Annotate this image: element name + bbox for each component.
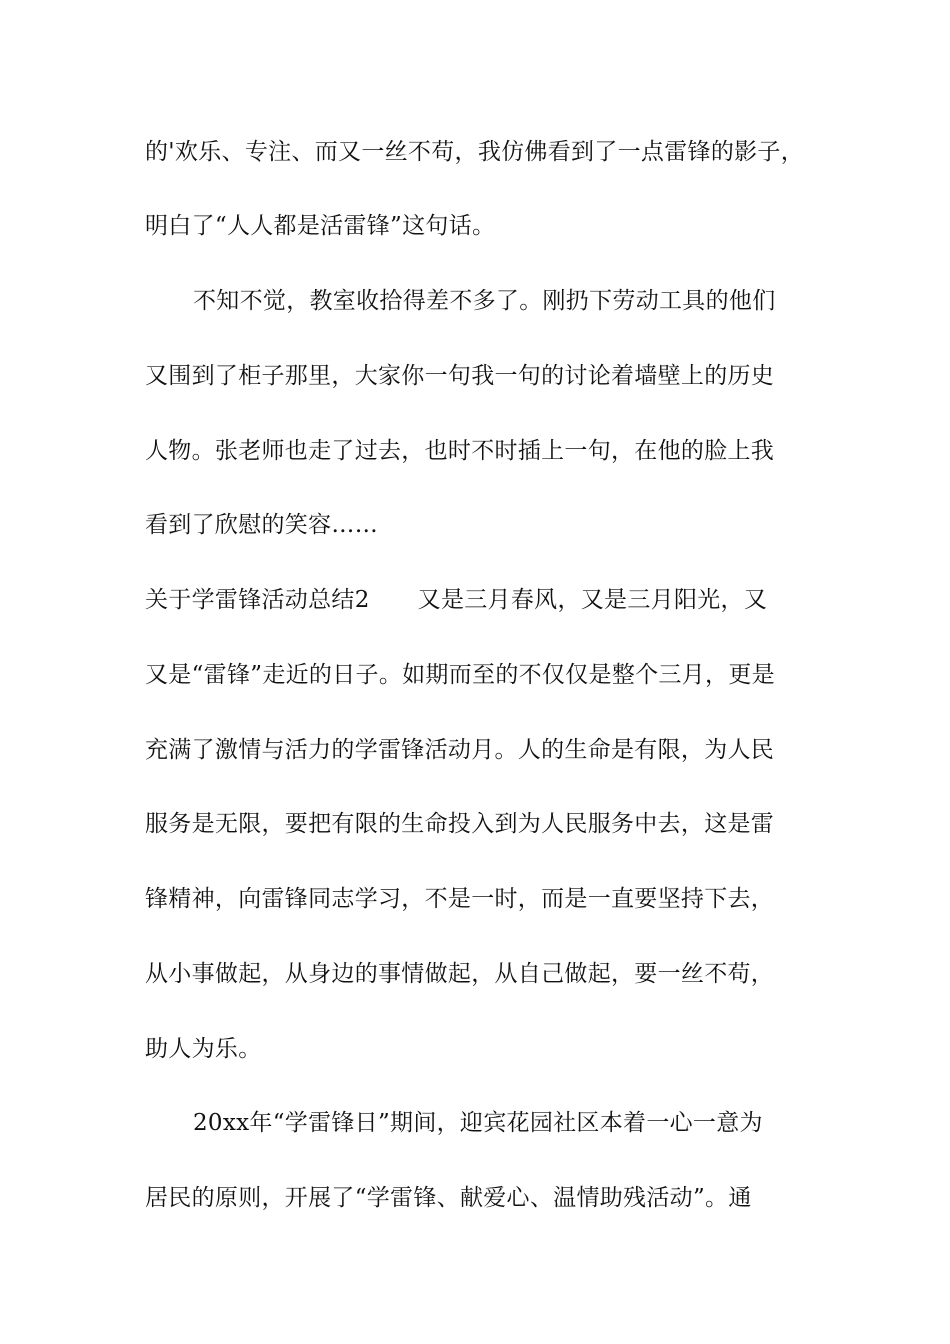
- text-line: 充满了激情与活力的学雷锋活动月。人的生命是有限，为人民: [145, 737, 775, 763]
- section-heading-line: [145, 585, 825, 615]
- text-line: 看到了欣慰的笑容……: [145, 512, 378, 538]
- section-title: 关于学雷锋活动总结2: [145, 587, 370, 613]
- text-line: 从小事做起，从身边的事情做起，从自己做起，要一丝不苟，: [145, 961, 775, 987]
- text-line: 服务是无限，要把有限的生命投入到为人民服务中去，这是雷: [145, 811, 775, 837]
- section-first-text: 又是三月春风，又是三月阳光，又: [417, 587, 768, 613]
- text-line: 人物。张老师也走了过去，也时不时插上一句，在他的脸上我: [145, 438, 775, 464]
- text-line: 又是“雷锋”走近的日子。如期而至的不仅仅是整个三月，更是: [145, 662, 775, 688]
- text-line: 又围到了柜子那里，大家你一句我一句的讨论着墙壁上的历史: [145, 363, 775, 389]
- text-line: 明白了“人人都是活雷锋”这句话。: [145, 213, 496, 239]
- text-line: 助人为乐。: [145, 1036, 262, 1062]
- text-line: 居民的原则，开展了“学雷锋、献爱心、温情助残活动”。通: [145, 1185, 752, 1211]
- text-line: 的'欢乐、专注、而又一丝不苟，我仿佛看到了一点雷锋的影子，: [145, 139, 805, 165]
- paragraph-first-line: 不知不觉，教室收拾得差不多了。刚扔下劳动工具的他们: [193, 288, 776, 314]
- text-line: 锋精神，向雷锋同志学习，不是一时，而是一直要坚持下去，: [145, 886, 775, 912]
- paragraph-first-line: 20xx年“学雷锋日”期间，迎宾花园社区本着一心一意为: [193, 1110, 763, 1136]
